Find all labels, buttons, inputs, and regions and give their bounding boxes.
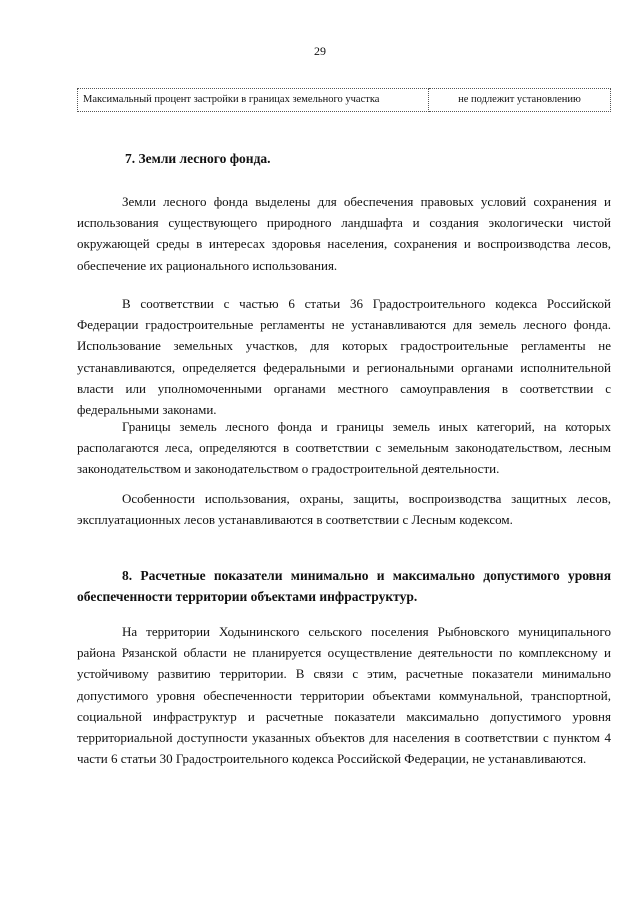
regulation-table (77, 88, 611, 112)
section-7-paragraph-2: В соответствии с частью 6 статьи 36 Градостроительного кодекса Российской Федерации градостроительные регламенты не устанавливаются для земель лесного фонда. Использование земельных участков, для которых градостроительные регламенты не устанавливаются, определяется федеральными и региональными органами исполнительной власти или уполномоченными органами местного самоуправления в соответствии с федеральными законами. (77, 296, 611, 418)
section-7-paragraph-3: Границы земель лесного фонда и границы земель иных категорий, на которых располагаются леса, определяются в соответствии с земельным законодательством, лесным законодательством и законодательством о градостроительной деятельности. (77, 419, 611, 477)
section-8-heading: 8. Расчетные показатели минимально и максимально допустимого уровня обеспеченности территории объектами инфраструктур. (77, 568, 611, 604)
section-8-paragraph: На территории Ходынинского сельского поселения Рыбновского муниципального района Рязанской области не планируется осуществление деятельности по комплексному и устойчивому развитию территории. В связи с этим, расчетные показатели минимально допустимого уровня обеспеченности территории объектами коммунальной, транспортной, социальной инфраструктур и расчетные показатели максимально допустимого уровня территориальной доступности указанных объектов для населения в соответствии с пунктом 4 части 6 статьи 30 Градостроительного кодекса Российской Федерации, не устанавливаются. (77, 624, 611, 767)
section-7-paragraph-1: Земли лесного фонда выделены для обеспечения правовых условий сохранения и использования существующего природного ландшафта и создания экологически чистой окружающей среды в интересах здоровья населения, сохранения и воспроизводства лесов, обеспечение их рационального использования. (77, 194, 611, 273)
section-7-heading: 7. Земли лесного фонда. (125, 151, 271, 166)
table-row (78, 89, 611, 112)
section-7-paragraph-4: Особенности использования, охраны, защиты, воспроизводства защитных лесов, эксплуатационных лесов устанавливаются в соответствии с Лесным кодексом. (77, 491, 611, 528)
table-cell-value: не подлежит установлению (429, 89, 611, 112)
page-number: 29 (314, 44, 326, 58)
table-cell-parameter: Максимальный процент застройки в границах земельного участка (78, 89, 429, 112)
